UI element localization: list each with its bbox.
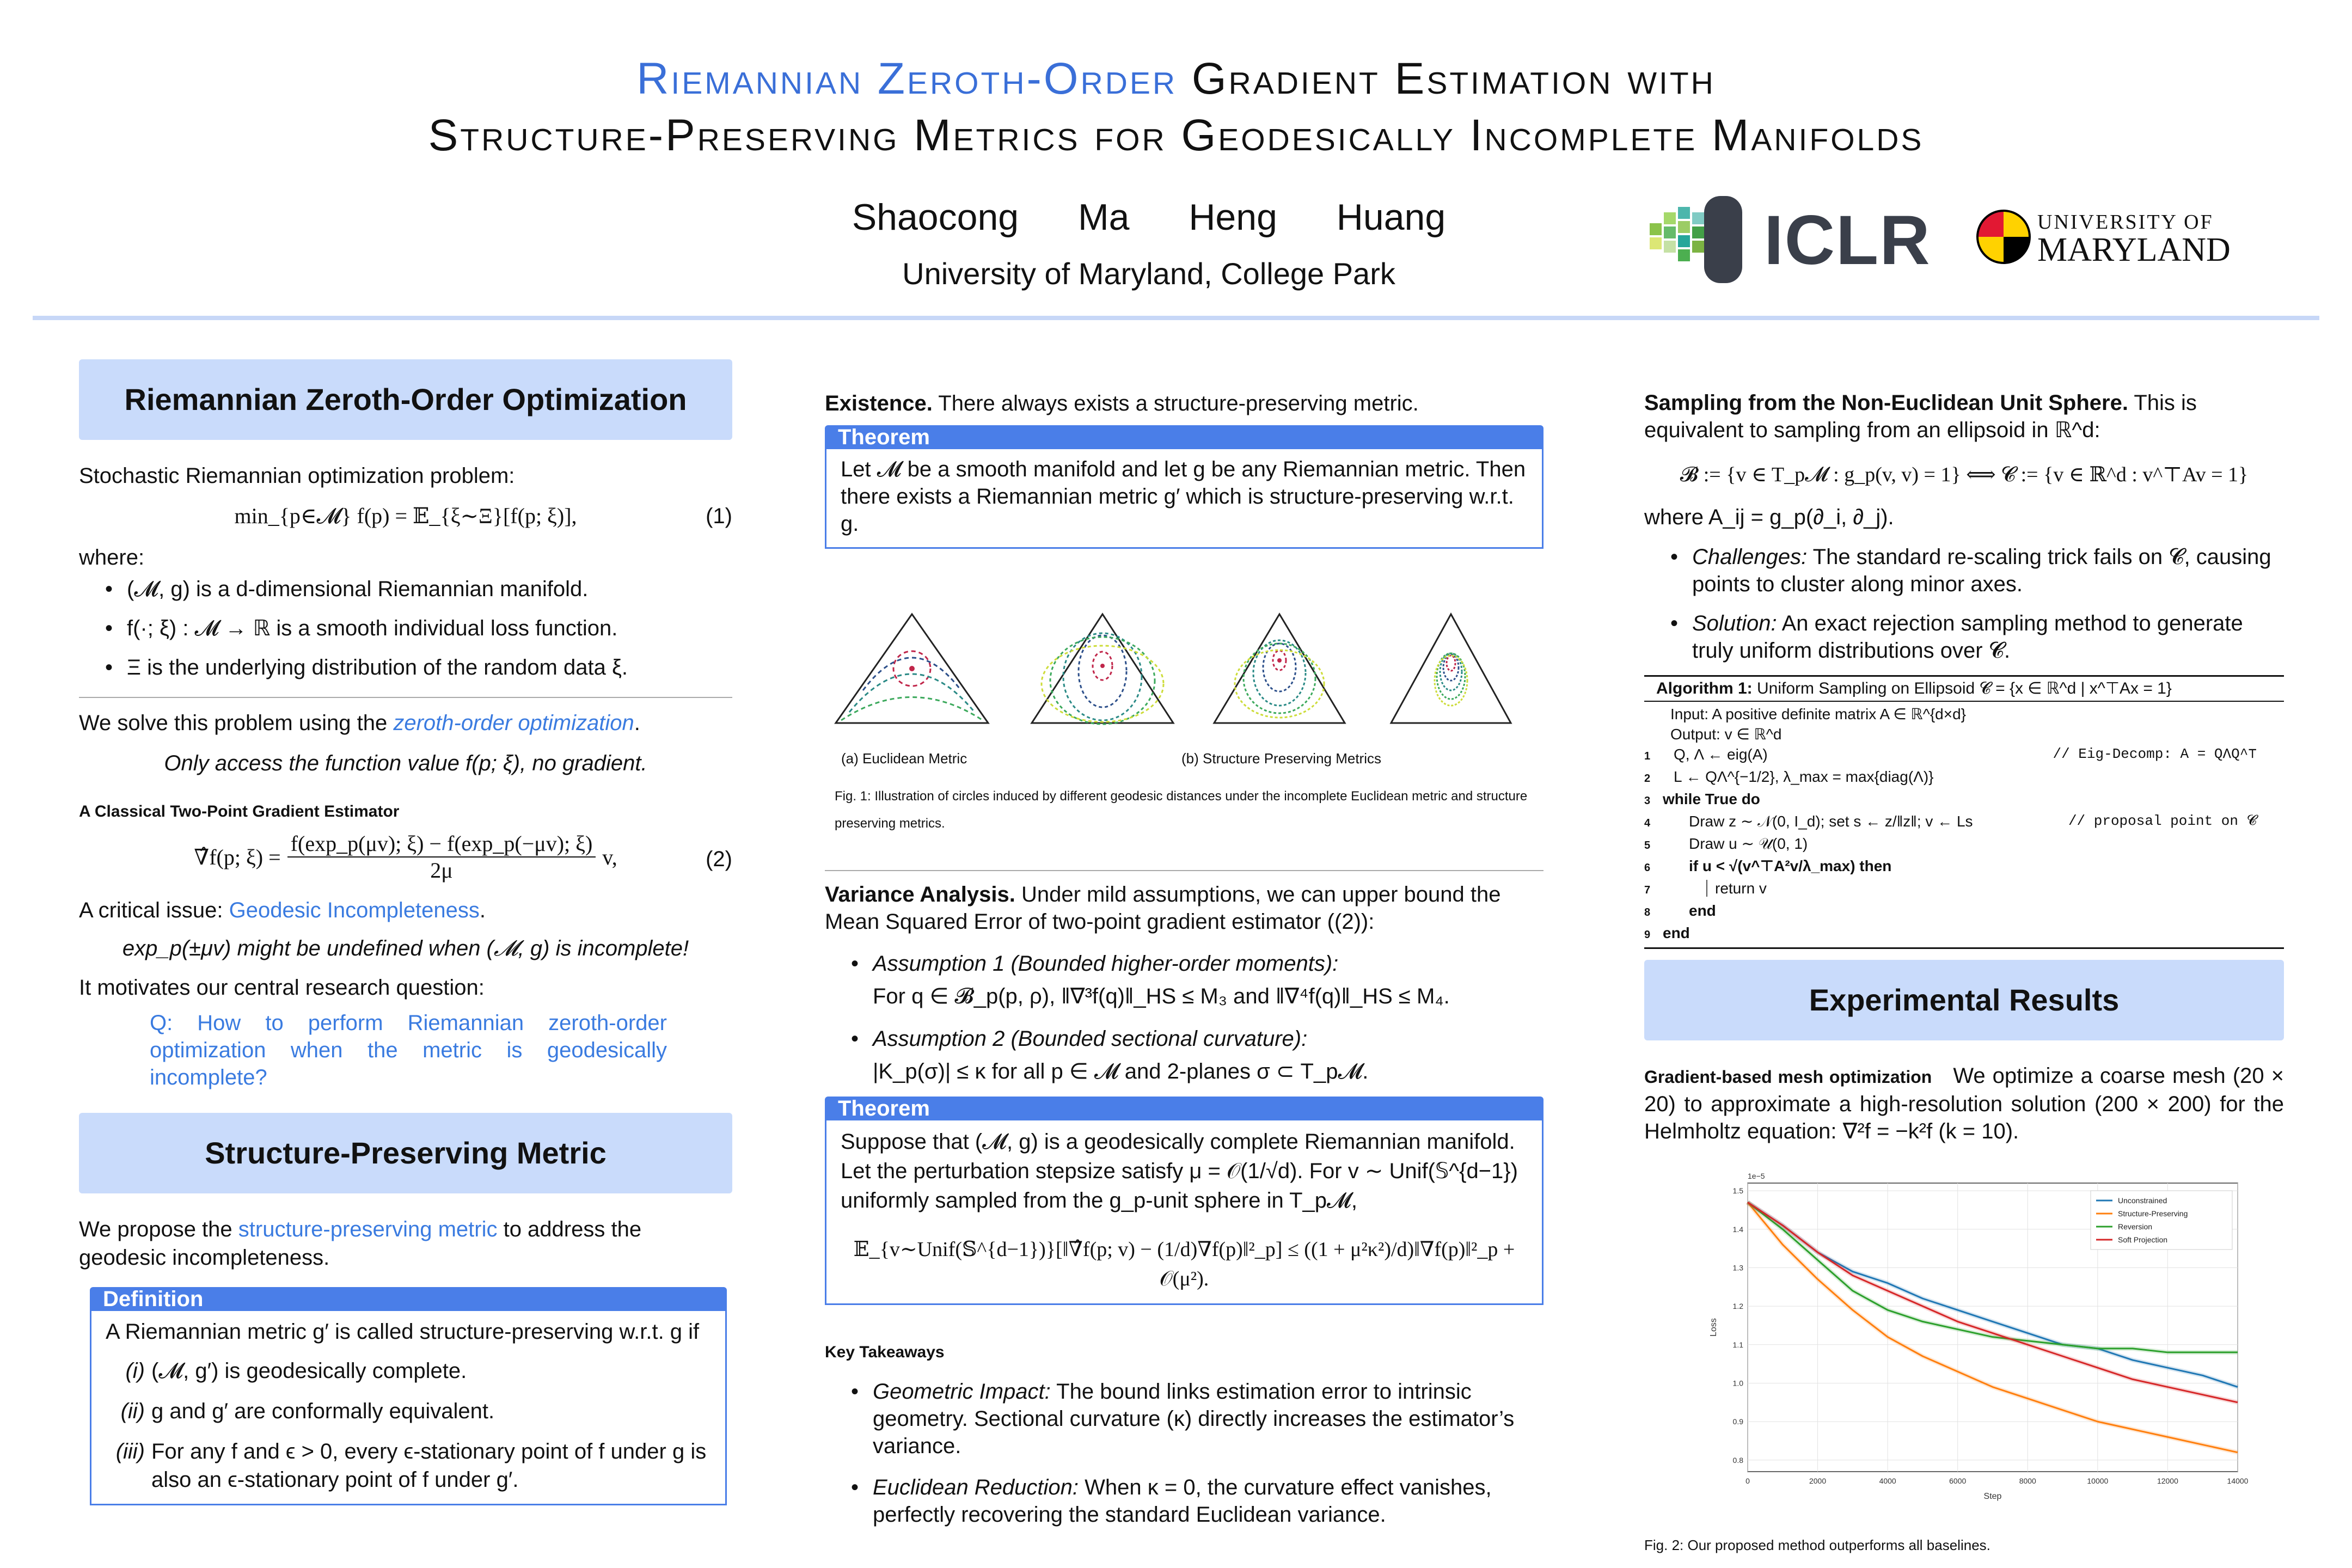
x-tick-label: 8000	[2019, 1477, 2036, 1485]
algorithm-line	[1644, 834, 2284, 856]
y-tick-label: 1.5	[1732, 1186, 1743, 1196]
definition-item	[106, 1357, 711, 1385]
mesh-head: Gradient-based mesh optimization	[1644, 1067, 1932, 1087]
algorithm-1	[1644, 675, 2284, 949]
title-rest: Gradient Estimation with	[1191, 54, 1716, 103]
line-number: 6	[1644, 862, 1651, 874]
line-comment: // Eig-Decomp: A = QΛQ^⊤	[2053, 746, 2257, 762]
variance-head: Variance Analysis.	[825, 883, 1015, 906]
line-code: Q, Λ ← eig(A)	[1674, 746, 1768, 763]
theorem-2-box	[825, 1097, 1543, 1305]
solution-bullet	[1666, 610, 2284, 664]
x-tick-label: 2000	[1809, 1477, 1827, 1485]
x-tick-label: 0	[1745, 1477, 1750, 1485]
bullet-loss: • f(·; ξ) : 𝓜 → ℝ is a smooth individual loss function.	[101, 614, 732, 642]
mesh-body: We optimize a coarse mesh (20 × 20) to approximate a high-resolution solution (200 × 200) for the Helmholtz equation: ∇²f = −k²f (k = 10).	[1644, 1064, 2284, 1143]
triangle-sp-2	[1214, 614, 1345, 723]
figure-1-subcaptions	[825, 750, 1543, 772]
zeroth-order-link[interactable]: zeroth-order optimization	[393, 711, 634, 735]
key-takeaways-heading: Key Takeaways	[825, 1343, 945, 1361]
where-aij: where A_ij = g_p(∂_i, ∂_j).	[1644, 505, 1894, 529]
solve-suffix: .	[634, 711, 640, 735]
only-access-note: Only access the function value f(p; ξ), no gradient.	[164, 751, 647, 775]
takeaway-1	[847, 1378, 1543, 1460]
algorithm-title-text: Uniform Sampling on Ellipsoid 𝓒 = {x ∈ ℝ^d | x^⊤Ax = 1}	[1752, 679, 2172, 697]
y-tick-label: 1.4	[1732, 1224, 1743, 1234]
poster-title-line1	[0, 53, 2352, 105]
line-code: while True do	[1663, 791, 1760, 807]
existence-body: There always exists a structure-preserving metric.	[932, 391, 1419, 415]
theorem-1-title: Theorem	[825, 425, 1543, 449]
section-title-experiments: Experimental Results	[1644, 960, 2284, 1040]
algorithm-line	[1644, 878, 2284, 901]
algorithm-title	[1644, 677, 2284, 702]
variance-text	[825, 881, 1543, 935]
loss-chart	[1704, 1167, 2249, 1504]
line-code: return v	[1706, 880, 1767, 897]
item-text: For any f and ϵ > 0, every ϵ-stationary point of f under g is also an ϵ-stationary point of f under g′.	[151, 1440, 707, 1492]
line-number: 5	[1644, 840, 1651, 852]
legend-label: Unconstrained	[2118, 1196, 2167, 1205]
iclr-wordmark: ICLR	[1764, 201, 1931, 279]
column-2	[825, 389, 1543, 1528]
triangle-euclidean	[836, 614, 988, 723]
undefined-note: exp_p(±μv) might be undefined when (𝓜, g) is incomplete!	[122, 936, 689, 960]
x-tick-label: 14000	[2227, 1477, 2249, 1485]
bullet-distribution: • Ξ is the underlying distribution of the random data ξ.	[101, 653, 732, 682]
figure-1-caption: Fig. 1: Illustration of circles induced by different geodesic distances under the incomplete Euclidean metric and structure preserving metrics.	[835, 789, 1528, 831]
umd-line2: MARYLAND	[2037, 231, 2231, 268]
challenges-bullet	[1666, 543, 2284, 598]
eq2-numerator: f(exp_p(μv); ξ) − f(exp_p(−μv); ξ)	[287, 831, 596, 857]
legend-label: Structure-Preserving	[2118, 1209, 2188, 1218]
algorithm-body	[1644, 702, 2284, 947]
triangle-sp-3	[1391, 614, 1511, 723]
challenges-title: Challenges:	[1692, 545, 1808, 569]
algorithm-line	[1644, 811, 2284, 834]
mesh-text	[1644, 1062, 2284, 1145]
equation-1	[79, 500, 732, 538]
takeaway-2-text: When κ = 0, the curvature effect vanishes, perfectly recovering the standard Euclidean variance.	[873, 1475, 1492, 1527]
problem-intro: Stochastic Riemannian optimization problem:	[79, 464, 515, 488]
algorithm-line	[1644, 923, 2284, 945]
item-label: (ii)	[120, 1399, 145, 1423]
sampling-equation: 𝓑 := {v ∈ T_p𝓜 : g_p(v, v) = 1} ⟺ 𝓒 := {v ∈ ℝ^d : v^⊤Av = 1}	[1680, 463, 2249, 486]
figure-2-caption: Fig. 2: Our proposed method outperforms all baselines.	[1644, 1537, 1990, 1553]
takeaway-1-text: The bound links estimation error to intrinsic geometry. Sectional curvature (κ) directly increases the estimator’s variance.	[873, 1380, 1515, 1458]
takeaway-2-title: Euclidean Reduction:	[873, 1475, 1079, 1499]
line-code: end	[1663, 924, 1690, 941]
legend-label: Soft Projection	[2118, 1235, 2168, 1244]
subcaption-b: (b) Structure Preserving Metrics	[1181, 750, 1381, 767]
existence-head: Existence.	[825, 391, 933, 415]
line-code: end	[1689, 902, 1716, 919]
propose-prefix: We propose the	[79, 1217, 238, 1241]
x-axis-label: Step	[1983, 1492, 2002, 1501]
motivates-text: It motivates our central research question:	[79, 976, 485, 1000]
line-code: Draw z ∼ 𝒩(0, I_d); set s ← z/‖z‖; v ← Ls	[1689, 813, 1973, 830]
algorithm-output: Output: v ∈ ℝ^d	[1670, 726, 1782, 743]
item-text: g and g′ are conformally equivalent.	[151, 1399, 495, 1423]
line-number: 1	[1644, 750, 1651, 762]
research-question: Q: How to perform Riemannian zeroth-order optimization when the metric is geodesically incomplete?	[150, 1011, 667, 1089]
algorithm-line	[1644, 789, 2284, 811]
affiliation: University of Maryland, College Park	[902, 256, 1395, 291]
y-scale-label: 1e−5	[1748, 1172, 1765, 1180]
poster-title-line2: Structure-Preserving Metrics for Geodesically Incomplete Manifolds	[428, 111, 1924, 160]
assumption-2	[847, 1025, 1543, 1086]
eq2-lhs: ∇̂f(p; ξ) =	[194, 844, 281, 869]
assumption-1	[847, 950, 1543, 1010]
definition-item	[106, 1397, 711, 1425]
subcaption-a: (a) Euclidean Metric	[841, 750, 967, 767]
where-label: where:	[79, 546, 145, 569]
assumption-2-body: |K_p(σ)| ≤ κ for all p ∈ 𝓜 and 2-planes σ ⊂ T_p𝓜.	[873, 1059, 1369, 1083]
umd-logo	[1976, 207, 2270, 272]
solution-title: Solution:	[1692, 611, 1777, 635]
issue-suffix: .	[479, 898, 486, 922]
item-label: (i)	[125, 1359, 145, 1383]
theorem-2-title: Theorem	[825, 1097, 1543, 1120]
sampling-head: Sampling from the Non-Euclidean Unit Sphere.	[1644, 391, 2128, 415]
iclr-mosaic-icon	[1639, 191, 1759, 289]
assumption-1-title: • Assumption 1 (Bounded higher-order moments):	[873, 952, 1339, 976]
structure-preserving-link[interactable]: structure-preserving metric	[238, 1217, 498, 1241]
line-number: 2	[1644, 773, 1651, 785]
eq2-tail: v,	[602, 844, 617, 869]
takeaway-1-title: Geometric Impact:	[873, 1380, 1051, 1404]
eq2-number: (2)	[706, 847, 732, 871]
y-axis-label: Loss	[1709, 1318, 1718, 1337]
figure-1-illustration	[825, 609, 1543, 728]
classical-estimator-heading: A Classical Two-Point Gradient Estimator	[79, 803, 400, 820]
challenges-text: The standard re-scaling trick fails on 𝓒, causing points to cluster along minor axes.	[1692, 545, 2271, 596]
sampling-text	[1644, 389, 2284, 444]
assumption-1-body: For q ∈ 𝓑_p(p, ρ), ‖∇³f(q)‖_HS ≤ M₃ and ‖∇⁴f(q)‖_HS ≤ M₄.	[873, 984, 1450, 1008]
equation-2	[79, 831, 732, 891]
algorithm-line	[1644, 767, 2284, 789]
y-tick-label: 1.3	[1732, 1263, 1743, 1272]
line-number: 9	[1644, 929, 1651, 941]
column-1	[79, 359, 732, 1505]
bullet-manifold: • (𝓜, g) is a d-dimensional Riemannian manifold.	[101, 575, 732, 603]
solve-prefix: We solve this problem using the	[79, 711, 394, 735]
theorem-2-body	[825, 1120, 1543, 1305]
line-number: 4	[1644, 817, 1651, 829]
theorem-1-body: Let 𝓜 be a smooth manifold and let g be any Riemannian metric. Then there exists a Riemannian metric g′ which is structure-preserving w.r.t. g.	[825, 449, 1543, 549]
assumption-2-title: • Assumption 2 (Bounded sectional curvature):	[873, 1027, 1308, 1051]
existence-text	[825, 389, 1543, 418]
takeaway-2	[847, 1474, 1543, 1528]
algorithm-title-label: Algorithm 1:	[1656, 679, 1753, 697]
issue-text	[79, 896, 732, 924]
theorem-2-equation: 𝔼_{v∼Unif(𝕊^{d−1})}[‖∇̂f(p; v) − (1/d)∇f(p)‖²_p] ≤ ((1 + μ²κ²)/d)‖∇f(p)‖²_p + 𝒪(μ²).	[853, 1238, 1515, 1290]
definition-box	[90, 1287, 727, 1505]
line-number: 3	[1644, 795, 1651, 807]
propose-suffix: to address the geodesic incompleteness.	[79, 1217, 642, 1270]
x-tick-label: 10000	[2087, 1477, 2109, 1485]
title-blue-part: Riemannian Zeroth-Order	[636, 54, 1178, 103]
y-tick-label: 1.0	[1732, 1379, 1743, 1388]
eq1-body: min_{p∈𝓜} f(p) = 𝔼_{ξ∼Ξ}[f(p; ξ)],	[234, 504, 577, 528]
eq2-denominator: 2μ	[430, 858, 453, 883]
algorithm-input: Input: A positive definite matrix A ∈ ℝ^{d×d}	[1670, 706, 1967, 722]
x-tick-label: 6000	[1949, 1477, 1967, 1485]
section-title-rzo: Riemannian Zeroth-Order Optimization	[79, 359, 732, 440]
y-tick-label: 0.8	[1732, 1455, 1743, 1465]
umd-shield-icon	[1976, 207, 2031, 267]
line-number: 7	[1644, 884, 1651, 896]
algorithm-line	[1644, 856, 2284, 878]
solve-text	[79, 709, 732, 737]
x-tick-label: 12000	[2157, 1477, 2178, 1485]
sampling-body: This is equivalent to sampling from an ellipsoid in ℝ^d:	[1644, 391, 2197, 442]
line-code: Draw u ∼ 𝒰(0, 1)	[1689, 835, 1808, 852]
variance-body: Under mild assumptions, we can upper bound the Mean Squared Error of two-point gradient estimator ((2)):	[825, 883, 1501, 934]
line-code: L ← QΛ^{−1/2}, λ_max = max{diag(Λ)}	[1674, 768, 1934, 785]
authors: Shaocong Ma Heng Huang	[852, 197, 1446, 238]
algorithm-line	[1644, 744, 2284, 767]
issue-prefix: A critical issue:	[79, 898, 229, 922]
definition-text: A Riemannian metric g′ is called structure-preserving w.r.t. g if	[106, 1320, 700, 1344]
theorem-1-box	[825, 425, 1543, 549]
x-tick-label: 4000	[1879, 1477, 1896, 1485]
umd-line1: UNIVERSITY OF	[2037, 211, 2214, 234]
line-number: 8	[1644, 906, 1651, 918]
algorithm-line	[1644, 901, 2284, 923]
section-title-spm: Structure-Preserving Metric	[79, 1113, 732, 1193]
eq1-number: (1)	[706, 504, 732, 528]
theorem-2-text: Suppose that (𝓜, g) is a geodesically complete Riemannian manifold. Let the perturbation stepsize satisfy μ = 𝒪(1/√d). For v ∼ Unif(𝕊^{d−1}) uniformly sampled from the g_p-unit sphere in T_p𝓜,	[841, 1130, 1518, 1212]
header-divider	[33, 316, 2319, 320]
y-tick-label: 0.9	[1732, 1417, 1743, 1426]
column-3	[1644, 389, 2284, 1554]
propose-text	[79, 1215, 732, 1272]
y-tick-label: 1.2	[1732, 1302, 1743, 1311]
solution-text: An exact rejection sampling method to generate truly uniform distributions over 𝓒.	[1692, 611, 2243, 663]
item-text: (𝓜, g′) is geodesically complete.	[151, 1359, 467, 1383]
definition-title: Definition	[90, 1287, 727, 1311]
divider	[79, 697, 732, 698]
definition-item	[106, 1437, 711, 1494]
item-label: (iii)	[115, 1440, 145, 1463]
definition-body	[90, 1311, 727, 1505]
triangle-sp-1	[1032, 614, 1173, 724]
y-tick-label: 1.1	[1732, 1340, 1743, 1349]
line-comment: // proposal point on 𝓒	[2068, 813, 2257, 829]
geodesic-incompleteness-link[interactable]: Geodesic Incompleteness	[229, 898, 480, 922]
legend-label: Reversion	[2118, 1222, 2153, 1231]
divider	[825, 870, 1543, 871]
line-code: if u < √(v^⊤A²v/λ_max) then	[1689, 857, 1892, 874]
iclr-logo	[1639, 191, 1944, 289]
